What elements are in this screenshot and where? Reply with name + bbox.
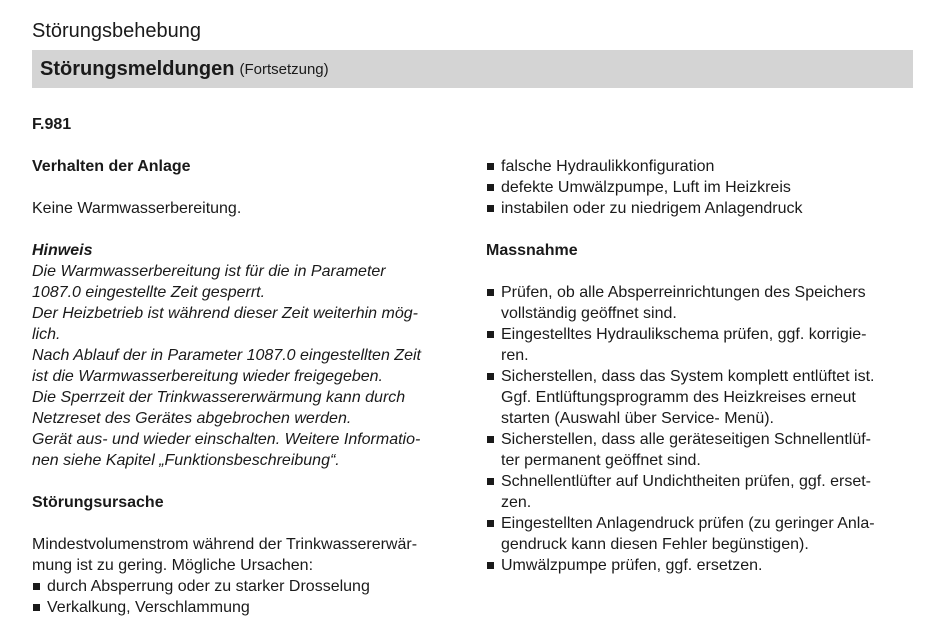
measure-item [486, 282, 916, 324]
measure-item [486, 513, 916, 555]
cause-line: Mindestvolumenstrom während der Trinkwassererwär- [32, 536, 418, 553]
measure-item [486, 471, 916, 513]
note-line: Der Heizbetrieb ist während dieser Zeit weiterhin mög- [32, 305, 418, 322]
fault-code: F.981 [32, 116, 72, 133]
behavior-heading: Verhalten der Anlage [32, 158, 191, 175]
measure-line: Eingestelltes Hydraulikschema prüfen, ggf. korrigie- [501, 326, 867, 343]
banner-title: Störungsmeldungen [40, 57, 235, 80]
note-line: 1087.0 eingestellte Zeit gesperrt. [32, 284, 266, 301]
note-line: Gerät aus- und wieder einschalten. Weitere Informatio- [32, 431, 421, 448]
note-line: lich. [32, 326, 61, 343]
measure-line: Schnellentlüfter auf Undichtheiten prüfen, ggf. erset- [501, 473, 871, 490]
section-title: Störungsbehebung [32, 20, 202, 42]
right-column [486, 156, 916, 576]
measure-line: ter permanent geöffnet sind. [501, 452, 701, 469]
note-heading: Hinweis [32, 242, 93, 259]
cause-item: defekte Umwälzpumpe, Luft im Heizkreis [486, 177, 916, 198]
measure-item [486, 555, 916, 576]
measure-item [486, 324, 916, 366]
note-line: Nach Ablauf der in Parameter 1087.0 eingestellten Zeit [32, 347, 421, 364]
section-banner [32, 50, 913, 88]
cause-line: mung ist zu gering. Mögliche Ursachen: [32, 557, 314, 574]
measure-line: vollständig geöffnet sind. [501, 305, 677, 322]
measures-heading: Massnahme [486, 242, 578, 259]
note-line: Netzreset des Gerätes abgebrochen werden. [32, 410, 352, 427]
behavior-text: Keine Warmwasserbereitung. [32, 200, 242, 217]
cause-item: falsche Hydraulikkonfiguration [486, 156, 916, 177]
measure-item [486, 366, 916, 429]
cause-heading: Störungsursache [32, 494, 164, 511]
left-column [32, 156, 472, 618]
measure-line: Sicherstellen, dass alle geräteseitigen Schnellentlüf- [501, 431, 871, 448]
measure-line: ren. [501, 347, 529, 364]
measure-line: starten (Auswahl über Service- Menü). [501, 410, 774, 427]
cause-item: durch Absperrung oder zu starker Drosselung [32, 576, 472, 597]
measure-line: Umwälzpumpe prüfen, ggf. ersetzen. [501, 557, 763, 574]
note-line: nen siehe Kapitel „Funktionsbeschreibung“. [32, 452, 340, 469]
note-line: ist die Warmwasserbereitung wieder freigegeben. [32, 368, 383, 385]
measure-item [486, 429, 916, 471]
measure-line: zen. [501, 494, 532, 511]
cause-list-continued [486, 156, 916, 219]
cause-item: instabilen oder zu niedrigem Anlagendruck [486, 198, 916, 219]
measures-list [486, 282, 916, 576]
measure-line: gendruck kann diesen Fehler begünstigen). [501, 536, 809, 553]
note-block [32, 240, 472, 471]
banner-subtitle: (Fortsetzung) [239, 60, 329, 78]
note-line: Die Warmwasserbereitung ist für die in Parameter [32, 263, 386, 280]
measure-line: Eingestellten Anlagendruck prüfen (zu geringer Anla- [501, 515, 875, 532]
cause-item: Verkalkung, Verschlammung [32, 597, 472, 618]
note-line: Die Sperrzeit der Trinkwassererwärmung kann durch [32, 389, 406, 406]
measure-line: Sicherstellen, dass das System komplett entlüftet ist. [501, 368, 875, 385]
cause-list [32, 576, 472, 618]
measure-line: Ggf. Entlüftungsprogramm des Heizkreises erneut [501, 389, 856, 406]
measure-line: Prüfen, ob alle Absperreinrichtungen des Speichers [501, 284, 866, 301]
